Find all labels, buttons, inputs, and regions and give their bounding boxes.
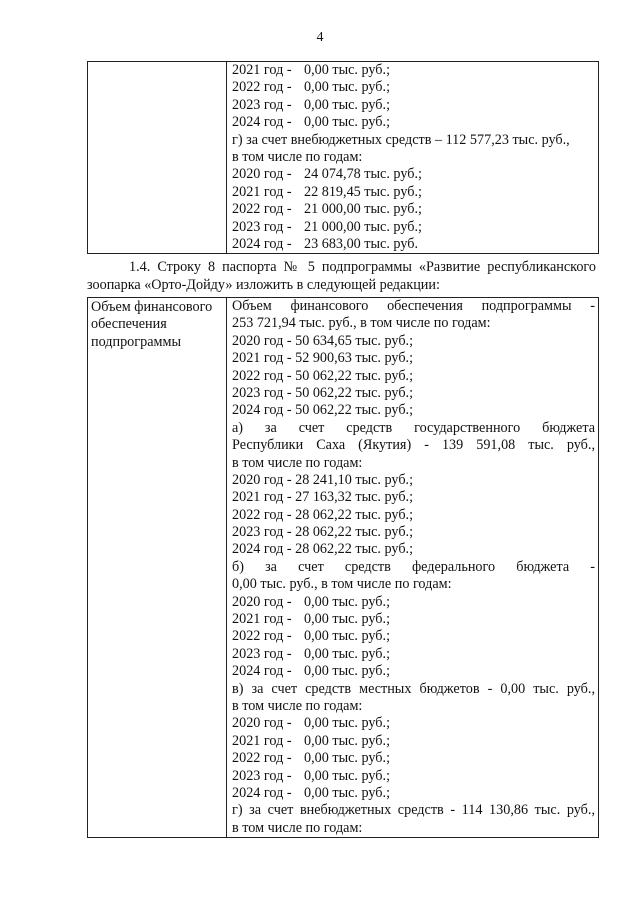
table-row: [88, 62, 599, 254]
amount-value: 0,00 тыс. руб.;: [304, 767, 391, 784]
funding-line: в том числе по годам:: [232, 819, 363, 836]
amount-value: 0,00 тыс. руб.;: [304, 645, 391, 662]
amount-value: 0,00 тыс. руб.;: [304, 96, 391, 113]
year-label: 2024 год -: [232, 114, 292, 131]
funding-line: [232, 97, 595, 114]
paragraph-line-2: зоопарка «Орто-Дойду» изложить в следующей редакции:: [87, 277, 440, 293]
year-label: 2024 год -: [232, 784, 292, 801]
paragraph-line-1: 1.4. Строку 8 паспорта № 5 подпрограммы «Развитие республиканского: [129, 259, 596, 275]
year-label: 2020 год -: [232, 166, 292, 183]
amount-value: 0,00 тыс. руб.;: [304, 784, 391, 801]
funding-line: [232, 715, 595, 732]
amount-value: 0,00 тыс. руб.;: [304, 79, 391, 96]
amount-value: 0,00 тыс. руб.;: [304, 114, 391, 131]
funding-line: в) за счет средств местных бюджетов - 0,00 тыс. руб.,: [232, 680, 595, 697]
funding-line: 2022 год - 28 062,22 тыс. руб.;: [232, 506, 414, 523]
amount-value: 0,00 тыс. руб.;: [304, 750, 391, 767]
funding-line: Объем финансового обеспечения подпрограммы -: [232, 298, 595, 314]
funding-line: 2024 год - 28 062,22 тыс. руб.;: [232, 541, 414, 558]
funding-line: [232, 201, 595, 218]
year-label: 2024 год -: [232, 235, 292, 252]
funding-line: б) за счет средств федерального бюджета -: [232, 558, 595, 575]
funding-line: [232, 166, 595, 183]
funding-line: [232, 733, 595, 750]
top-table: [87, 61, 599, 254]
funding-line: [232, 611, 595, 628]
top-table-right-cell: [227, 62, 599, 254]
year-label: 2022 год -: [232, 750, 292, 767]
year-label: 2023 год -: [232, 96, 292, 113]
bottom-table: [87, 297, 599, 838]
funding-line: 2020 год - 50 634,65 тыс. руб.;: [232, 332, 414, 349]
funding-line: 2023 год - 28 062,22 тыс. руб.;: [232, 524, 414, 541]
funding-line: 253 721,94 тыс. руб., в том числе по годам:: [232, 315, 491, 332]
funding-line: г) за счет внебюджетных средств - 114 130,86 тыс. руб.,: [232, 802, 595, 819]
amount-value: 22 819,45 тыс. руб.;: [304, 183, 422, 200]
funding-line: 2023 год - 50 062,22 тыс. руб.;: [232, 384, 414, 401]
year-label: 2021 год -: [232, 62, 292, 78]
amount-value: 0,00 тыс. руб.;: [304, 663, 391, 680]
funding-line: [232, 628, 595, 645]
amount-value: 21 000,00 тыс. руб.;: [304, 201, 422, 218]
funding-line: [232, 750, 595, 767]
funding-line: [232, 663, 595, 680]
year-label: 2023 год -: [232, 645, 292, 662]
bottom-table-lines: [227, 298, 598, 837]
bottom-table-left-cell: [88, 298, 227, 838]
funding-line: [232, 62, 595, 79]
amount-value: 0,00 тыс. руб.;: [304, 715, 391, 732]
year-label: 2020 год -: [232, 715, 292, 732]
amount-value: 0,00 тыс. руб.;: [304, 62, 391, 78]
funding-line: [232, 646, 595, 663]
funding-line: [232, 184, 595, 201]
amount-value: 21 000,00 тыс. руб.;: [304, 218, 422, 235]
funding-line: а) за счет средств государственного бюджета: [232, 419, 595, 436]
funding-line: 2020 год - 28 241,10 тыс. руб.;: [232, 471, 414, 488]
top-table-lines: [227, 62, 598, 253]
amount-value: 0,00 тыс. руб.;: [304, 611, 391, 628]
year-label: 2023 год -: [232, 218, 292, 235]
funding-line: 2024 год - 50 062,22 тыс. руб.;: [232, 402, 414, 419]
funding-line: [232, 219, 595, 236]
funding-line: [232, 594, 595, 611]
year-label: 2022 год -: [232, 79, 292, 96]
year-label: 2021 год -: [232, 732, 292, 749]
year-label: 2021 год -: [232, 183, 292, 200]
page-number: 4: [316, 30, 324, 45]
funding-line: [232, 79, 595, 96]
funding-line: [232, 768, 595, 785]
year-label: 2022 год -: [232, 628, 292, 645]
funding-label: Объем финансового обеспечения подпрограммы: [91, 299, 213, 350]
funding-line: 2021 год - 27 163,32 тыс. руб.;: [232, 489, 414, 506]
amount-value: 0,00 тыс. руб.;: [304, 628, 391, 645]
year-label: 2020 год -: [232, 593, 292, 610]
funding-line: г) за счет внебюджетных средств – 112 577,23 тыс. руб.,: [232, 131, 570, 148]
amount-value: 0,00 тыс. руб.;: [304, 732, 391, 749]
funding-line: Республики Саха (Якутия) - 139 591,08 тыс. руб.,: [232, 437, 595, 454]
amount-value: 24 074,78 тыс. руб.;: [304, 166, 422, 183]
funding-line: [232, 236, 595, 253]
amendment-paragraph: [87, 258, 596, 294]
funding-line: [232, 785, 595, 802]
funding-line: 2021 год - 52 900,63 тыс. руб.;: [232, 350, 414, 367]
funding-line: 2022 год - 50 062,22 тыс. руб.;: [232, 367, 414, 384]
bottom-table-right-cell: [227, 298, 599, 838]
funding-line: в том числе по годам:: [232, 697, 363, 714]
top-table-left-cell: [88, 62, 227, 254]
year-label: 2021 год -: [232, 611, 292, 628]
table-row: [88, 298, 599, 838]
amount-value: 23 683,00 тыс. руб.: [304, 235, 418, 252]
year-label: 2022 год -: [232, 201, 292, 218]
funding-line: [232, 114, 595, 131]
year-label: 2024 год -: [232, 663, 292, 680]
funding-line: 0,00 тыс. руб., в том числе по годам:: [232, 576, 452, 593]
funding-line: в том числе по годам:: [232, 148, 363, 165]
year-label: 2023 год -: [232, 767, 292, 784]
funding-line: в том числе по годам:: [232, 454, 363, 471]
amount-value: 0,00 тыс. руб.;: [304, 593, 391, 610]
